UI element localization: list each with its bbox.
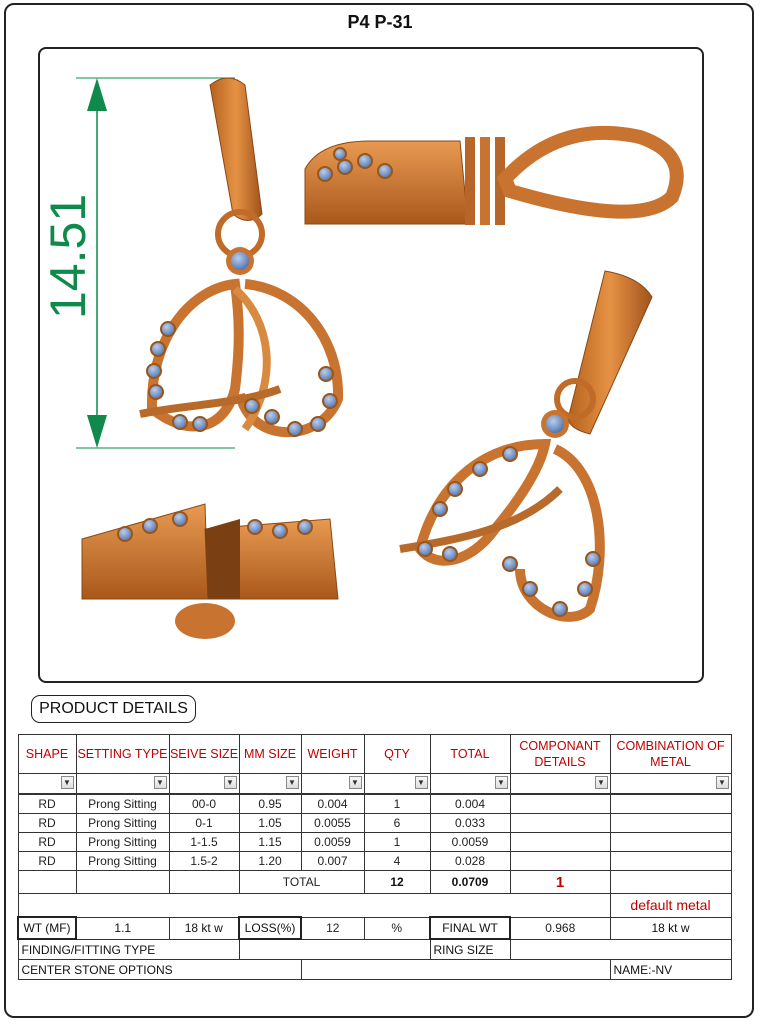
cell-weight: 0.0055 (301, 814, 364, 833)
header-shape: SHAPE (18, 735, 76, 774)
cell-shape: RD (18, 814, 76, 833)
weight-row (18, 917, 731, 939)
ring-size-label: RING SIZE (430, 939, 510, 960)
cell-combination (610, 814, 731, 833)
pendant-renders (40, 49, 704, 683)
cell-weight: 0.007 (301, 852, 364, 871)
cell-shape: RD (18, 833, 76, 852)
header-seive-size: SEIVE SIZE (169, 735, 239, 774)
cell-seive-size: 1-1.5 (169, 833, 239, 852)
finding-fitting-label: FINDING/FITTING TYPE (18, 939, 239, 960)
dimension-label: 14.51 (40, 193, 96, 319)
cell-componant (510, 794, 610, 814)
final-metal: 18 kt w (610, 917, 731, 939)
filter-dropdown-icon[interactable]: ▼ (595, 776, 608, 789)
default-metal-row (18, 894, 731, 918)
dimension-marker (40, 78, 235, 448)
cell-setting-type: Prong Sitting (76, 814, 169, 833)
perspective-view-pendant (400, 271, 652, 617)
side-view-pendant (305, 133, 677, 225)
cell-qty: 1 (364, 833, 430, 852)
product-details-table (17, 734, 732, 980)
product-render-panel (38, 47, 704, 683)
default-metal-label: default metal (610, 894, 731, 918)
header-qty: QTY (364, 735, 430, 774)
table-row (18, 852, 731, 871)
cell-qty: 1 (364, 794, 430, 814)
loss-percent: % (364, 917, 430, 939)
product-details-label: PRODUCT DETAILS (31, 695, 196, 723)
cell-total: 0.033 (430, 814, 510, 833)
total-label: TOTAL (239, 871, 364, 894)
cell-combination (610, 794, 731, 814)
center-stone-label: CENTER STONE OPTIONS (18, 960, 301, 980)
header-weight: WEIGHT (301, 735, 364, 774)
wt-mf-label: WT (MF) (18, 917, 76, 939)
name-label: NAME:-NV (610, 960, 731, 980)
table-header-row (18, 735, 731, 774)
cell-shape: RD (18, 852, 76, 871)
total-row (18, 871, 731, 894)
filter-dropdown-icon[interactable]: ▼ (716, 776, 729, 789)
final-wt-label: FINAL WT (430, 917, 510, 939)
cell-setting-type: Prong Sitting (76, 852, 169, 871)
cell-total: 0.0059 (430, 833, 510, 852)
filter-dropdown-icon[interactable]: ▼ (61, 776, 74, 789)
filter-dropdown-icon[interactable]: ▼ (224, 776, 237, 789)
wt-mf-value: 1.1 (76, 917, 169, 939)
header-setting-type: SETTING TYPE (76, 735, 169, 774)
filter-dropdown-icon[interactable]: ▼ (349, 776, 362, 789)
cell-componant (510, 814, 610, 833)
cell-mm-size: 1.15 (239, 833, 301, 852)
component-count: 1 (510, 871, 610, 894)
table-row (18, 814, 731, 833)
cell-seive-size: 00-0 (169, 794, 239, 814)
cell-setting-type: Prong Sitting (76, 833, 169, 852)
cell-seive-size: 1.5-2 (169, 852, 239, 871)
cell-combination (610, 833, 731, 852)
front-view-pendant (140, 78, 338, 436)
table-row (18, 833, 731, 852)
cell-shape: RD (18, 794, 76, 814)
cell-total: 0.028 (430, 852, 510, 871)
cell-total: 0.004 (430, 794, 510, 814)
loss-label: LOSS(%) (239, 917, 301, 939)
final-wt-value: 0.968 (510, 917, 610, 939)
loss-value: 12 (301, 917, 364, 939)
cell-seive-size: 0-1 (169, 814, 239, 833)
cell-componant (510, 833, 610, 852)
cell-qty: 4 (364, 852, 430, 871)
header-mm-size: MM SIZE (239, 735, 301, 774)
cell-mm-size: 1.05 (239, 814, 301, 833)
filter-dropdown-icon[interactable]: ▼ (154, 776, 167, 789)
cell-mm-size: 0.95 (239, 794, 301, 814)
cell-componant (510, 852, 610, 871)
filter-active-icon[interactable]: ▼ (415, 776, 428, 789)
metal-karat: 18 kt w (169, 917, 239, 939)
cell-setting-type: Prong Sitting (76, 794, 169, 814)
cell-weight: 0.0059 (301, 833, 364, 852)
header-total: TOTAL (430, 735, 510, 774)
cell-mm-size: 1.20 (239, 852, 301, 871)
filter-row (18, 774, 731, 795)
filter-dropdown-icon[interactable]: ▼ (286, 776, 299, 789)
header-componant-details: COMPONANT DETAILS (510, 735, 610, 774)
cell-qty: 6 (364, 814, 430, 833)
cell-combination (610, 852, 731, 871)
center-stone-row (18, 960, 731, 980)
total-weight: 0.0709 (430, 871, 510, 894)
cell-weight: 0.004 (301, 794, 364, 814)
document-title: P4 P-31 (347, 12, 413, 32)
bottom-view-pendant (82, 504, 338, 639)
filter-active-icon[interactable]: ▼ (495, 776, 508, 789)
table-row (18, 794, 731, 814)
total-qty: 12 (364, 871, 430, 894)
header-combination-of-metal: COMBINATION OF METAL (610, 735, 731, 774)
finding-row (18, 939, 731, 960)
